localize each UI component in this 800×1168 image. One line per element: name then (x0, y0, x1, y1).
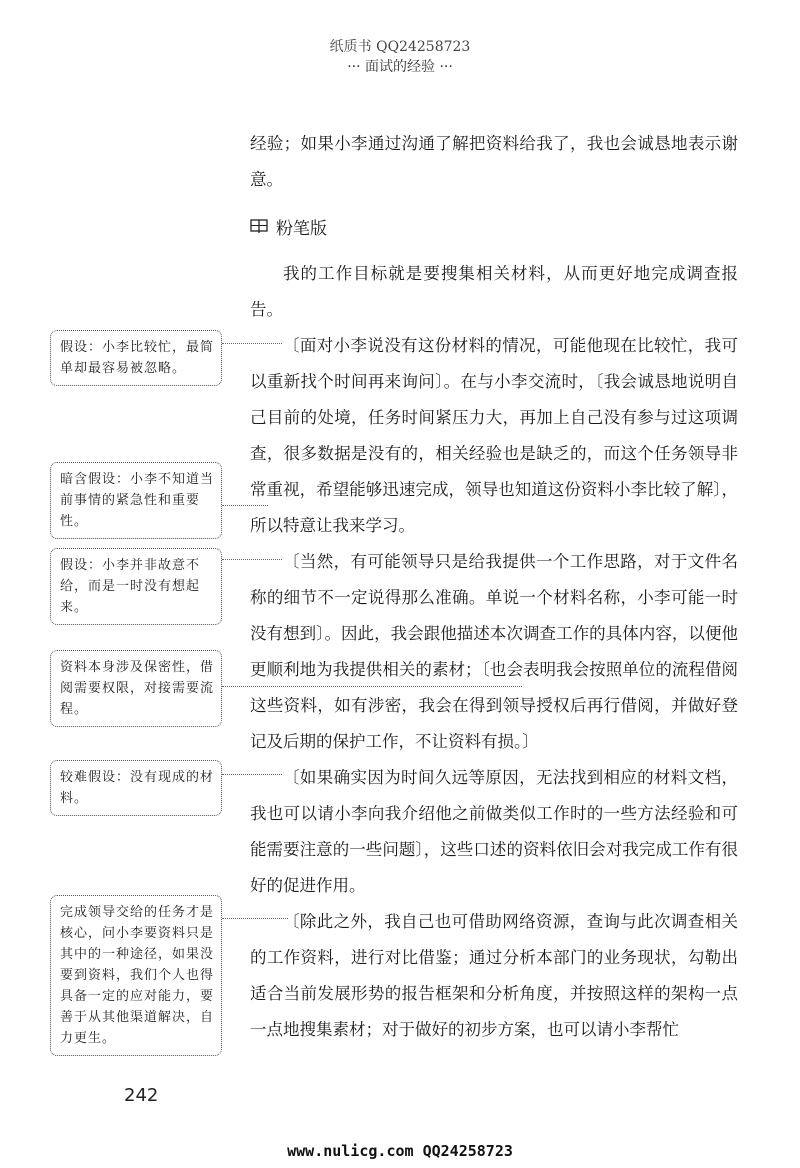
answer-body (250, 256, 738, 1048)
note-leader-line (222, 686, 522, 687)
section-heading (250, 214, 327, 239)
margin-note: 假设：小李比较忙，最简单却最容易被忽略。 (50, 330, 222, 386)
margin-note: 假设：小李并非故意不给，而是一时没有想起来。 (50, 548, 222, 625)
chapter-title: ··· 面试的经验 ··· (347, 59, 453, 75)
note-leader-line (222, 343, 282, 344)
page-number: 242 (124, 1085, 159, 1106)
header-source: 纸质书 QQ24258723 (329, 39, 471, 55)
margin-note: 资料本身涉及保密性，借阅需要权限，对接需要流程。 (50, 650, 222, 727)
paragraph: 〔当然，有可能领导只是给我提供一个工作思路，对于文件名称的细节不一定说得那么准确。单说一个材料名称，小李可能一时没有想到〕。因此，我会跟他描述本次调查工作的具体内容，以便他更顺利地为我提供相关的素材；〔也会表明我会按照单位的流程借阅这些资料，如有涉密，我会在得到领导授权后再行借阅，并做好登记及后期的保护工作，不让资料有损。〕 (250, 552, 738, 751)
note-leader-line (222, 774, 282, 775)
margin-note: 完成领导交给的任务才是核心，问小李要资料只是其中的一种途径，如果没要到资料，我们个人也得具备一定的应对能力，要善于从其他渠道解决，自力更生。 (50, 895, 222, 1056)
section-title: 粉笔版 (276, 219, 327, 239)
paragraph: 我的工作目标就是要搜集相关材料，从而更好地完成调查报告。 (250, 264, 738, 319)
continued-paragraph (250, 126, 738, 198)
chalkboard-icon (250, 219, 268, 234)
note-leader-line (222, 559, 282, 560)
margin-note: 暗含假设：小李不知道当前事情的紧急性和重要性。 (50, 462, 222, 539)
paragraph: 〔除此之外，我自己也可借助网络资源，查询与此次调查相关的工作资料，进行对比借鉴；通过分析本部门的业务现状，勾勒出适合当前发展形势的报告框架和分析角度，并按照这样的架构一点一点地搜集素材；对于做好的初步方案，也可以请小李帮忙 (250, 912, 738, 1039)
paragraph: 〔面对小李说没有这份材料的情况，可能他现在比较忙，我可以重新找个时间再来询问〕。在与小李交流时，〔我会诚恳地说明自己目前的处境，任务时间紧压力大，再加上自己没有参与过这项调查，很多数据是没有的，相关经验也是缺乏的，而这个任务领导非常重视，希望能够迅速完成，领导也知道这份资料小李比较了解〕，所以特意让我来学习。 (250, 336, 738, 535)
paragraph: 〔如果确实因为时间久远等原因，无法找到相应的材料文档，我也可以请小李向我介绍他之前做类似工作时的一些方法经验和可能需要注意的一些问题〕，这些口述的资料依旧会对我完成工作有很好的促进作用。 (250, 768, 738, 895)
margin-note: 较难假设：没有现成的材料。 (50, 760, 222, 816)
note-leader-line (222, 505, 268, 506)
paragraph: 经验；如果小李通过沟通了解把资料给我了，我也会诚恳地表示谢意。 (250, 134, 738, 189)
footer-watermark: www.nulicg.com QQ24258723 (287, 1142, 513, 1160)
note-leader-line (222, 918, 288, 919)
